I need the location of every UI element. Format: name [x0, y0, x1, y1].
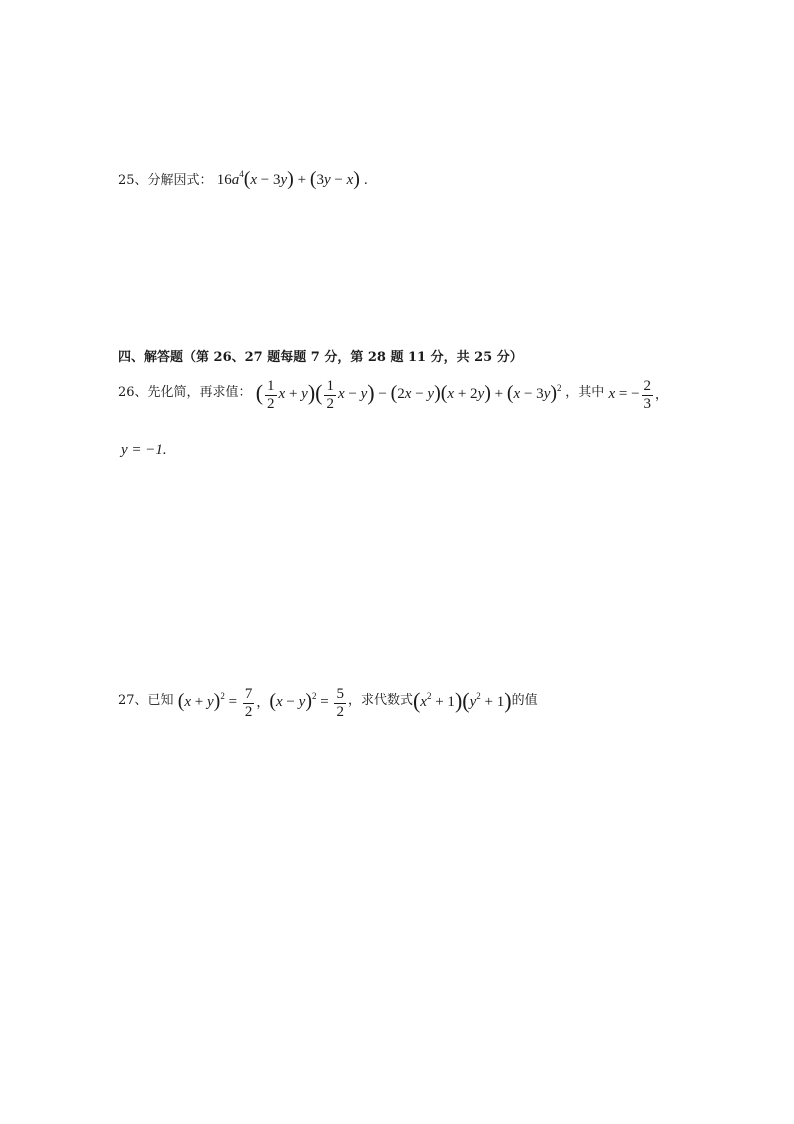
question-27: 27、已知 $(x + y)^2$ = $\frac{7}{2}$ ，$(x - y)^2$ = $\frac{5}{2}$ ，求代数式$(x^2 + 1)(y^2 + 1)$的值 [118, 686, 538, 720]
q27-condition-2: $(x - y)^2$ = $\frac{5}{2}$ [269, 686, 344, 720]
q26-label: 26、先化简，再求值： [118, 385, 252, 401]
q26-x-frac: $\frac{2}{3}$ [643, 378, 652, 412]
question-25 [118, 168, 368, 188]
q27-find: ，求代数式 [347, 693, 413, 709]
q25-end: . [363, 173, 368, 188]
q27-label: 27、已知 [118, 693, 174, 709]
question-26 [118, 378, 668, 412]
q25-label: 25、分解因式： [118, 173, 213, 188]
q26-frac-2: $\frac{1}{2}$ [326, 378, 334, 412]
q27-frac-2: $\frac{5}{2}$ [336, 686, 344, 720]
q26-frac-1: $\frac{1}{2}$ [267, 378, 275, 412]
q26-y-value: y = −1. [121, 442, 167, 458]
q27-condition-1: $(x + y)^2$ = $\frac{7}{2}$ [177, 686, 253, 720]
q26-x-value: x = − $\frac{2}{3}$ [608, 378, 652, 412]
section-4-heading: 四、解答题（第 26、27 题每题 7 分，第 28 题 11 分，共 25 分） [118, 350, 523, 365]
q27-end: 的值 [511, 693, 538, 709]
q26-expression: ( $\frac{1}{2}$ x + y)( $\frac{1}{2}$ $x - y) - (2x - y)(x + 2y) + (x - 3y)^2$ [255, 378, 562, 412]
q27-frac-1: $\frac{7}{2}$ [244, 686, 253, 720]
q25-expression: $16a^4(x - 3y) + (3y - x)$ [216, 168, 360, 190]
q26-where: ，其中 [565, 385, 605, 401]
q26-comma: ， [655, 387, 669, 403]
q27-expression: $(x^2 + 1)(y^2 + 1)$ [412, 688, 512, 714]
